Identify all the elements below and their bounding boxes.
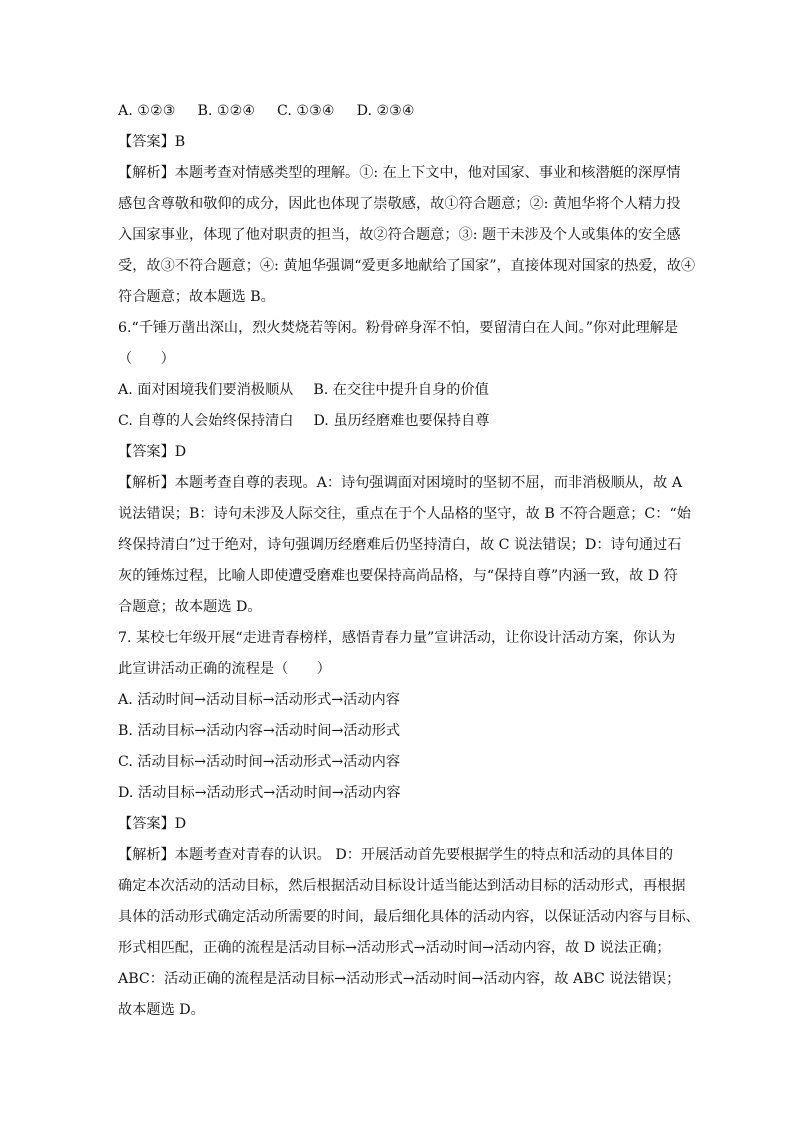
analysis-line: ABC：活动正确的流程是活动目标→活动形式→活动时间→活动内容，故 ABC 说法错误；	[118, 971, 681, 987]
analysis-line: 感包含尊敬和敬仰的成分，因此也体现了崇敬感，故①符合题意；②: 黄旭华将个人精力投	[118, 196, 681, 212]
q7-option-b: B. 活动目标→活动内容→活动时间→活动形式	[118, 723, 401, 739]
analysis-line: 灰的锤炼过程，比喻人即使遭受磨难也要保持高尚品格，与“保持自尊”内涵一致，故 D 符	[118, 568, 678, 584]
analysis-line: 具体的活动形式确定活动所需要的时间，最后细化具体的活动内容，以保证活动内容与目标、	[118, 909, 700, 925]
q5-analysis	[118, 158, 696, 313]
q6-option-b: B. 在交往中提升自身的价值	[313, 382, 489, 398]
analysis-line: 故本题选 D。	[118, 1002, 205, 1018]
q7-option-c: C. 活动目标→活动时间→活动形式→活动内容	[118, 754, 401, 770]
analysis-line: 符合题意；故本题选 B。	[118, 289, 275, 305]
analysis-line: 受，故③不符合题意；④: 黄旭华强调“爱更多地献给了国家”，直接体现对国家的热爱，故④	[118, 258, 696, 274]
q6-option-d: D. 虽历经磨难也要保持自尊	[313, 413, 490, 429]
q6-answer: 【答案】D	[118, 444, 187, 460]
analysis-line: 合题意；故本题选 D。	[118, 599, 262, 615]
analysis-line: 终保持清白”过于绝对，诗句强调历经磨难后仍坚持清白，故 C 说法错误；D：诗句通过石	[118, 537, 682, 553]
q7-options	[118, 685, 688, 809]
analysis-line: 【解析】本题考查自尊的表现。A：诗句强调面对困境时的坚韧不屈，而非消极顺从，故 A	[118, 475, 683, 491]
analysis-line: 确定本次活动的活动目标，然后根据活动目标设计适当能达到活动目标的活动形式，再根据	[118, 878, 686, 894]
analysis-line: 【解析】本题考查对情感类型的理解。①: 在上下文中，他对国家、事业和核潜艇的深厚情	[118, 165, 681, 181]
q5-option-d: D. ②③④	[356, 103, 415, 119]
q6-option-a: A. 面对困境我们要消极顺从	[118, 382, 294, 398]
q5-option-b: B. ①②④	[197, 103, 256, 119]
analysis-line: 【解析】本题考查对青春的认识。 D：开展活动首先要根据学生的特点和活动的具体目的	[118, 847, 674, 863]
q6-analysis	[118, 468, 691, 623]
q5-option-c: C. ①③④	[277, 103, 335, 119]
stem-line: 6.“千锤万凿出深山，烈火焚烧若等闲。粉骨碎身浑不怕，要留清白在人间。”你对此理解是	[118, 320, 679, 336]
q7-answer: 【答案】D	[118, 816, 187, 832]
stem-line: 7. 某校七年级开展“走进青春榜样，感悟青春力量”宣讲活动，让你设计活动方案，你认为	[118, 630, 676, 646]
q5-option-a: A. ①②③	[118, 103, 176, 119]
q7-option-a: A. 活动时间→活动目标→活动形式→活动内容	[118, 692, 400, 708]
q5-options	[118, 96, 688, 127]
q7-stem	[118, 623, 688, 685]
analysis-line: 形式相匹配，正确的流程是活动目标→活动形式→活动时间→活动内容，故 D 说法正确；	[118, 940, 671, 956]
q6-option-c: C. 自尊的人会始终保持清白	[118, 413, 294, 429]
analysis-line: 入国家事业，体现了他对职责的担当，故②符合题意；③: 题干未涉及个人或集体的安全感	[118, 227, 681, 243]
stem-line: （ ）	[118, 351, 175, 367]
analysis-line: 说法错误；B：诗句未涉及人际交往，重点在于个人品格的坚守，故 B 不符合题意；C：“始	[118, 506, 691, 522]
q7-analysis	[118, 840, 700, 1026]
q6-stem	[118, 313, 688, 375]
q6-options-row	[118, 375, 688, 406]
q6-options-row	[118, 406, 688, 437]
q7-option-d: D. 活动目标→活动形式→活动时间→活动内容	[118, 785, 401, 801]
stem-line: 此宣讲活动正确的流程是（ ）	[118, 661, 331, 677]
document-page	[118, 96, 700, 1026]
q5-answer: 【答案】B	[118, 134, 186, 150]
